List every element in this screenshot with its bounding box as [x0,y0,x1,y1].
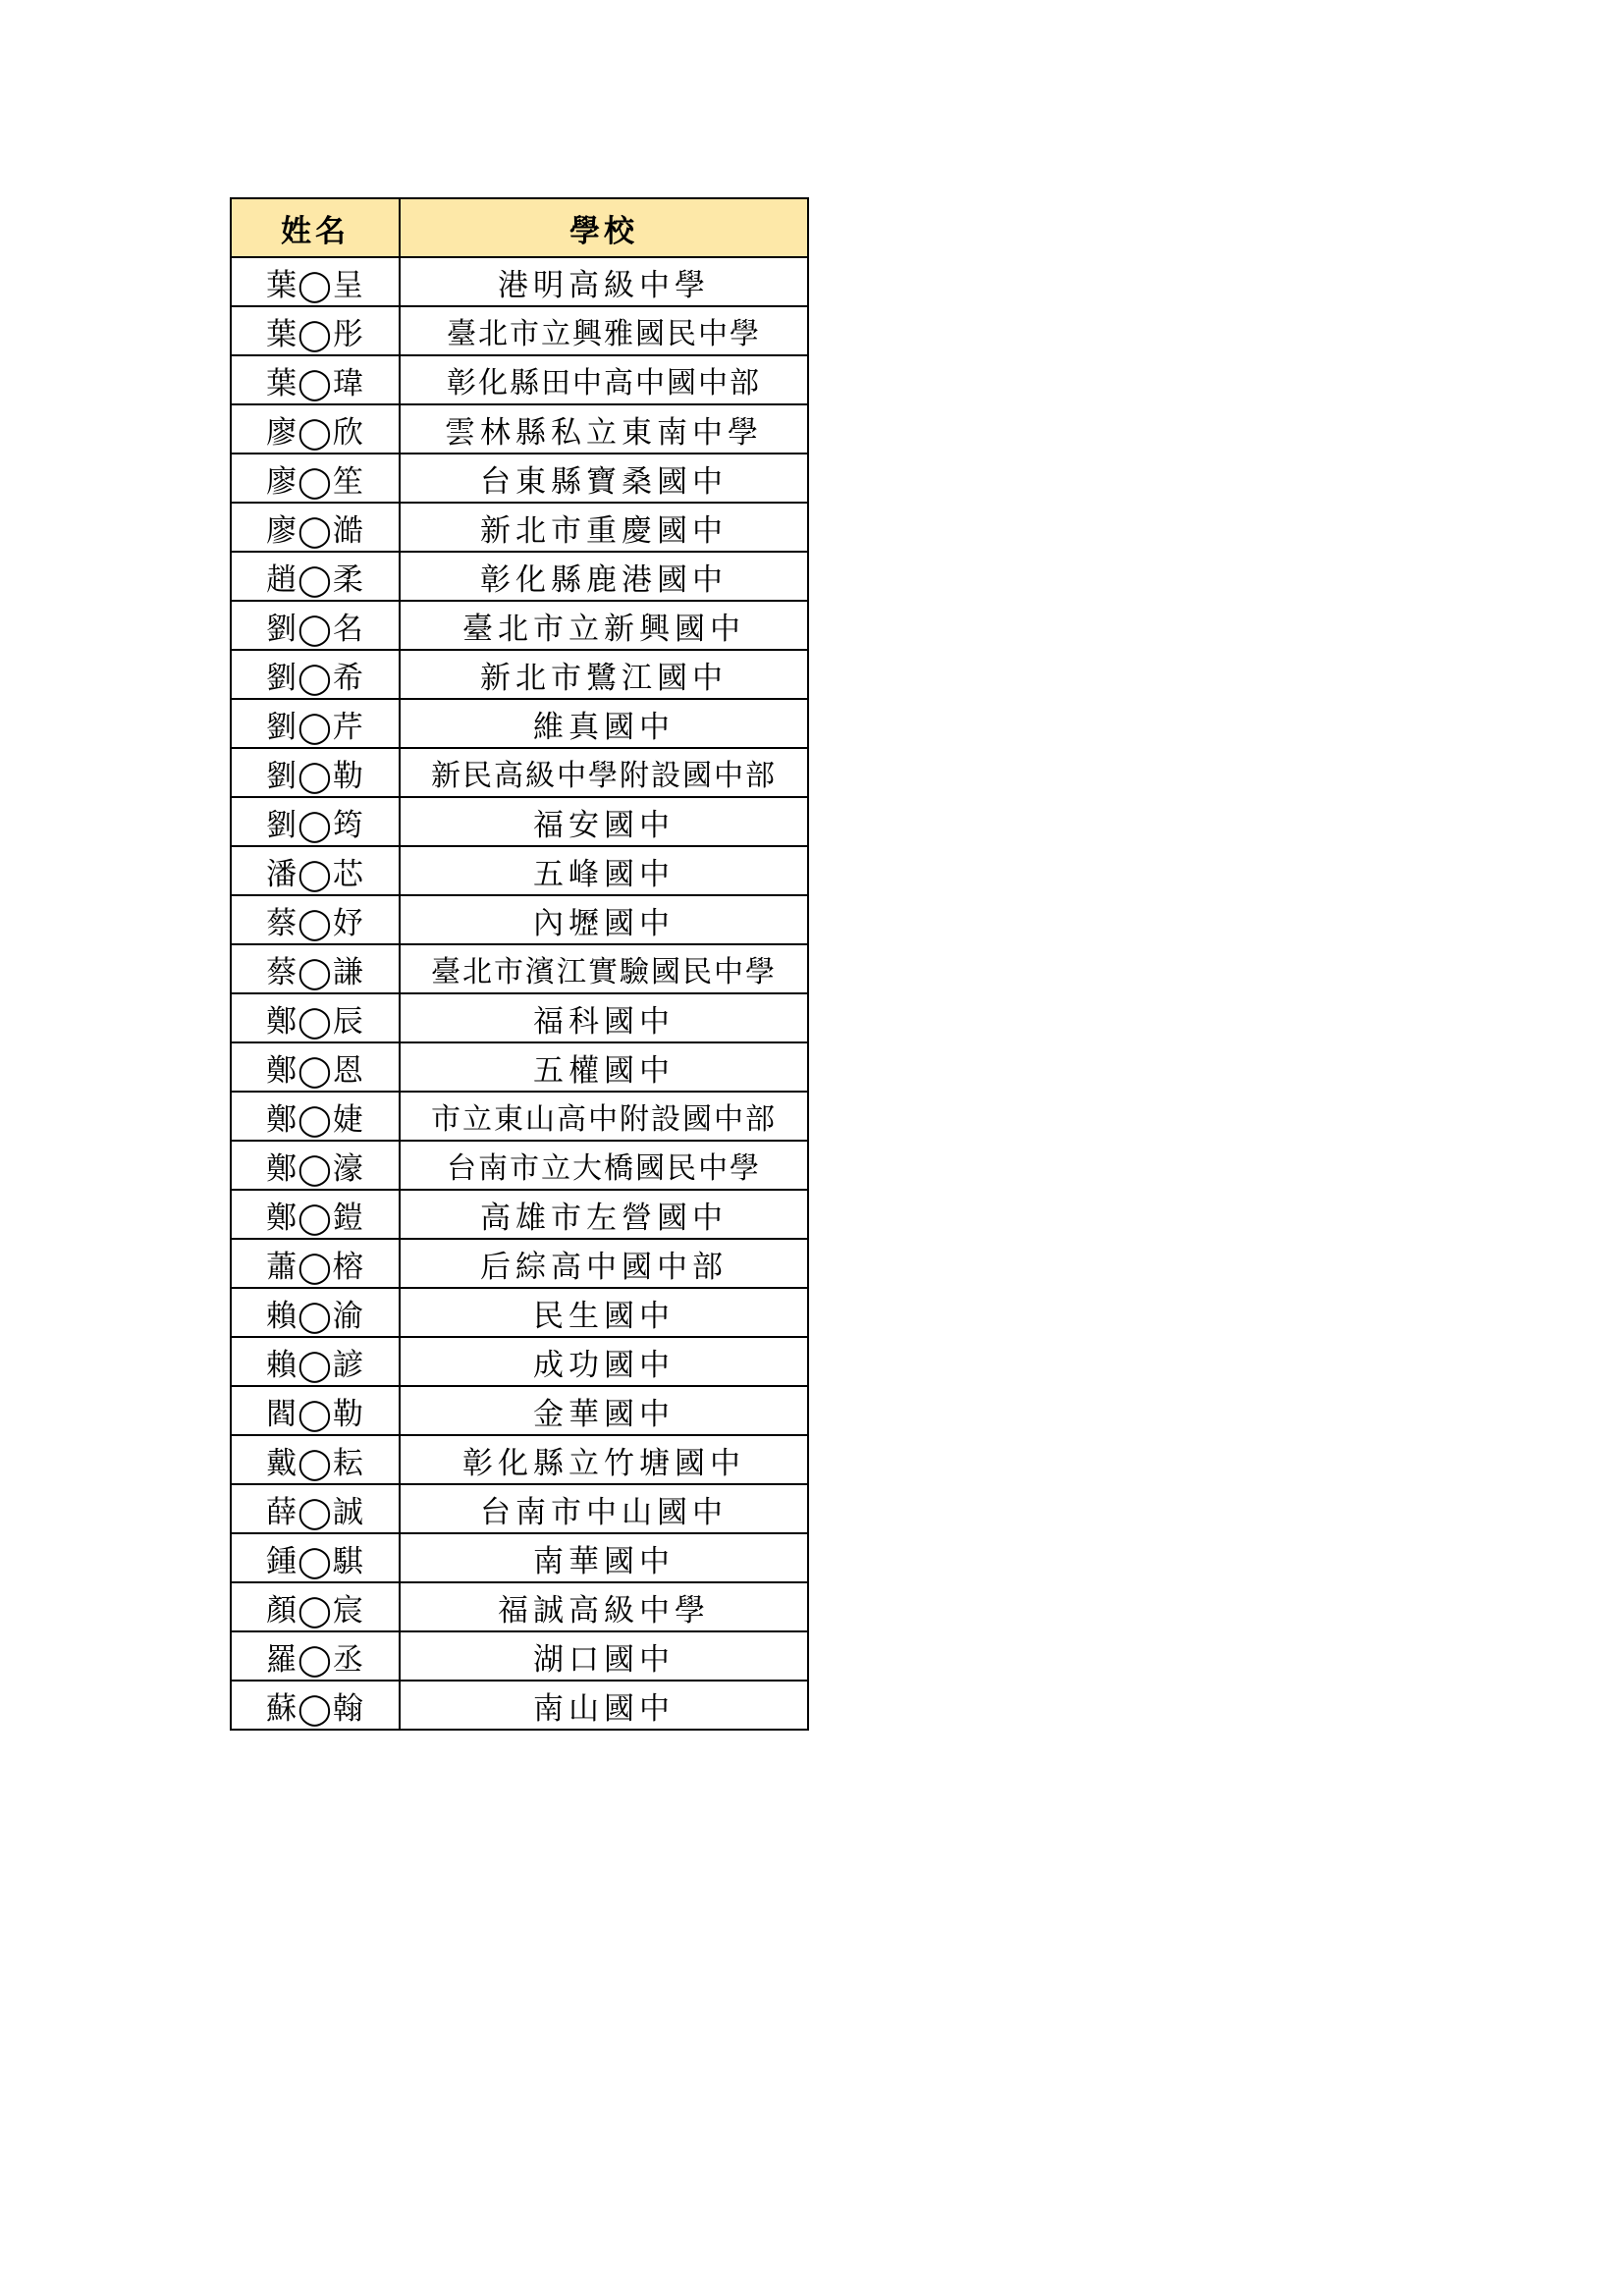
student-name-cell: 劉◯芹 [231,699,400,748]
table-row [231,944,808,993]
school-cell: 彰化縣鹿港國中 [400,552,808,601]
student-name-cell: 葉◯呈 [231,257,400,306]
table-header-row [231,198,808,257]
school-cell: 五峰國中 [400,846,808,895]
school-cell: 南山國中 [400,1681,808,1730]
table-row [231,846,808,895]
student-name-cell: 鄭◯婕 [231,1092,400,1141]
school-cell: 福安國中 [400,797,808,846]
school-cell: 福科國中 [400,993,808,1042]
student-name-cell: 潘◯芯 [231,846,400,895]
school-cell: 成功國中 [400,1337,808,1386]
student-name-cell: 廖◯澔 [231,503,400,552]
student-name-cell: 鄭◯濠 [231,1141,400,1190]
table-row [231,748,808,797]
student-name-cell: 薛◯誠 [231,1484,400,1533]
student-name-cell: 劉◯筠 [231,797,400,846]
school-cell: 新北市重慶國中 [400,503,808,552]
table-row [231,355,808,404]
header-name: 姓名 [231,198,400,257]
student-name-cell: 劉◯勒 [231,748,400,797]
student-name-cell: 趙◯柔 [231,552,400,601]
student-name-cell: 閻◯勒 [231,1386,400,1435]
school-cell: 內壢國中 [400,895,808,944]
school-cell: 五權國中 [400,1042,808,1092]
table-row [231,1092,808,1141]
table-row [231,1190,808,1239]
student-name-cell: 劉◯名 [231,601,400,650]
school-cell: 高雄市左營國中 [400,1190,808,1239]
school-cell: 湖口國中 [400,1631,808,1681]
student-name-cell: 廖◯欣 [231,404,400,454]
student-name-cell: 葉◯瑋 [231,355,400,404]
table-row [231,257,808,306]
student-name-cell: 蕭◯榕 [231,1239,400,1288]
table-row [231,1337,808,1386]
table-row [231,1435,808,1484]
student-name-cell: 戴◯耘 [231,1435,400,1484]
student-name-cell: 鄭◯鎧 [231,1190,400,1239]
table-row [231,1288,808,1337]
table-row [231,454,808,503]
table-row [231,650,808,699]
school-cell: 港明高級中學 [400,257,808,306]
table-row [231,797,808,846]
table-row [231,1582,808,1631]
table-body [231,257,808,1730]
table-row [231,699,808,748]
table-row [231,552,808,601]
student-name-cell: 賴◯渝 [231,1288,400,1337]
school-cell: 臺北市濱江實驗國民中學 [400,944,808,993]
school-cell: 台東縣寶桑國中 [400,454,808,503]
student-name-cell: 鄭◯辰 [231,993,400,1042]
school-cell: 台南市立大橋國民中學 [400,1141,808,1190]
header-school: 學校 [400,198,808,257]
student-name-cell: 蔡◯謙 [231,944,400,993]
table-row [231,306,808,355]
student-name-cell: 葉◯彤 [231,306,400,355]
student-name-cell: 賴◯諺 [231,1337,400,1386]
table-row [231,1681,808,1730]
table-row [231,1386,808,1435]
student-name-cell: 顏◯宸 [231,1582,400,1631]
school-cell: 福誠高級中學 [400,1582,808,1631]
table-row [231,1484,808,1533]
school-cell: 新民高級中學附設國中部 [400,748,808,797]
table-row [231,895,808,944]
table-row [231,503,808,552]
table-row [231,1631,808,1681]
school-cell: 臺北市立新興國中 [400,601,808,650]
table-row [231,993,808,1042]
school-cell: 新北市鷺江國中 [400,650,808,699]
school-cell: 市立東山高中附設國中部 [400,1092,808,1141]
student-name-cell: 羅◯丞 [231,1631,400,1681]
student-name-cell: 鍾◯騏 [231,1533,400,1582]
student-name-cell: 鄭◯恩 [231,1042,400,1092]
school-cell: 金華國中 [400,1386,808,1435]
school-cell: 維真國中 [400,699,808,748]
school-cell: 彰化縣田中高中國中部 [400,355,808,404]
student-name-cell: 劉◯希 [231,650,400,699]
table-row [231,601,808,650]
school-cell: 台南市中山國中 [400,1484,808,1533]
table-row [231,404,808,454]
school-cell: 臺北市立興雅國民中學 [400,306,808,355]
student-name-cell: 蘇◯翰 [231,1681,400,1730]
table-row [231,1042,808,1092]
student-name-cell: 廖◯笙 [231,454,400,503]
school-cell: 南華國中 [400,1533,808,1582]
student-roster-table [230,197,809,1731]
school-cell: 彰化縣立竹塘國中 [400,1435,808,1484]
table-row [231,1239,808,1288]
school-cell: 后綜高中國中部 [400,1239,808,1288]
school-cell: 民生國中 [400,1288,808,1337]
school-cell: 雲林縣私立東南中學 [400,404,808,454]
student-name-cell: 蔡◯妤 [231,895,400,944]
table-row [231,1533,808,1582]
table-row [231,1141,808,1190]
